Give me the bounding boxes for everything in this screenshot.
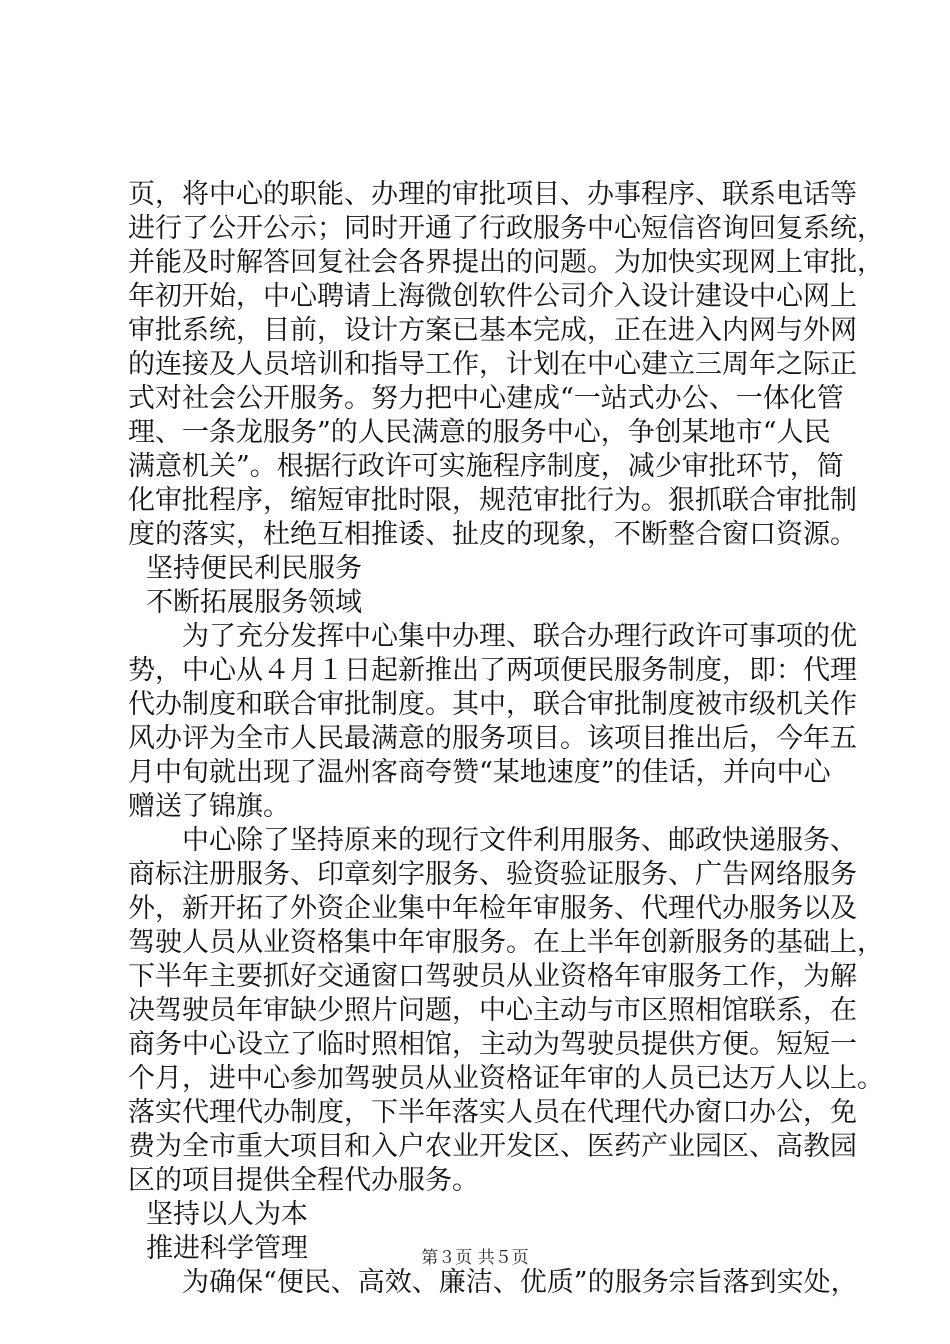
text-line: 商标注册服务、印章刻字服务、验资验证服务、广告网络服务 — [128, 859, 857, 890]
paragraph-start: 中心除了坚持原来的现行文件利用服务、邮政快递服务、 — [182, 825, 857, 856]
section-heading: 推进科学管理 — [146, 1233, 308, 1264]
text-line: 页，将中心的职能、办理的审批项目、办事程序、联系电话等 — [128, 179, 857, 210]
text-line: 满意机关”。根据行政许可实施程序制度，减少审批环节，简 — [128, 451, 844, 482]
text-line: 费为全市重大项目和入户农业开发区、医药产业园区、高教园 — [128, 1131, 857, 1162]
text-line: 赠送了锦旗。 — [128, 791, 290, 822]
text-line: 理、一条龙服务”的人民满意的服务中心，争创某地市“人民 — [128, 417, 831, 448]
text-line: 进行了公开公示；同时开通了行政服务中心短信咨询回复系统， — [128, 213, 884, 244]
section-heading: 坚持便民利民服务 — [146, 553, 362, 584]
text-line: 势，中心从４月１日起新推出了两项便民服务制度，即：代理 — [128, 655, 857, 686]
text-line: 化审批程序，缩短审批时限，规范审批行为。狠抓联合审批制 — [128, 485, 857, 516]
text-line: 年初开始，中心聘请上海微创软件公司介入设计建设中心网上 — [128, 281, 857, 312]
text-line: 区的项目提供全程代办服务。 — [128, 1165, 479, 1196]
text-line: 审批系统，目前，设计方案已基本完成，正在进入内网与外网 — [128, 315, 857, 346]
section-heading: 不断拓展服务领域 — [146, 587, 362, 618]
section-heading: 坚持以人为本 — [146, 1199, 308, 1230]
text-line: 驾驶人员从业资格集中年审服务。在上半年创新服务的基础上， — [128, 927, 884, 958]
text-line: 风办评为全市人民最满意的服务项目。该项目推出后，今年五 — [128, 723, 857, 754]
text-line: 月中旬就出现了温州客商夸赞“某地速度”的佳话，并向中心 — [128, 757, 831, 788]
text-line: 决驾驶员年审缺少照片问题，中心主动与市区照相馆联系，在 — [128, 995, 857, 1026]
paragraph-start: 为确保“便民、高效、廉洁、优质”的服务宗旨落到实处， — [182, 1267, 858, 1298]
text-line: 式对社会公开服务。努力把中心建成“一站式办公、一体化管 — [128, 383, 844, 414]
text-line: 的连接及人员培训和指导工作，计划在中心建立三周年之际正 — [128, 349, 857, 380]
text-line: 度的落实，杜绝互相推诿、扯皮的现象，不断整合窗口资源。 — [128, 519, 857, 550]
paragraph-start: 为了充分发挥中心集中办理、联合办理行政许可事项的优 — [182, 621, 857, 652]
text-line: 并能及时解答回复社会各界提出的问题。为加快实现网上审批， — [128, 247, 884, 278]
text-line: 商务中心设立了临时照相馆，主动为驾驶员提供方便。短短一 — [128, 1029, 857, 1060]
page-footer: 第３页 共５页 — [421, 1248, 529, 1268]
text-line: 落实代理代办制度，下半年落实人员在代理代办窗口办公，免 — [128, 1097, 857, 1128]
text-line: 下半年主要抓好交通窗口驾驶员从业资格年审服务工作，为解 — [128, 961, 857, 992]
text-line: 代办制度和联合审批制度。其中，联合审批制度被市级机关作 — [128, 689, 857, 720]
body-text — [128, 178, 884, 1300]
text-line: 个月，进中心参加驾驶员从业资格证年审的人员已达万人以上。 — [128, 1063, 884, 1094]
text-line: 外，新开拓了外资企业集中年检年审服务、代理代办服务以及 — [128, 893, 857, 924]
